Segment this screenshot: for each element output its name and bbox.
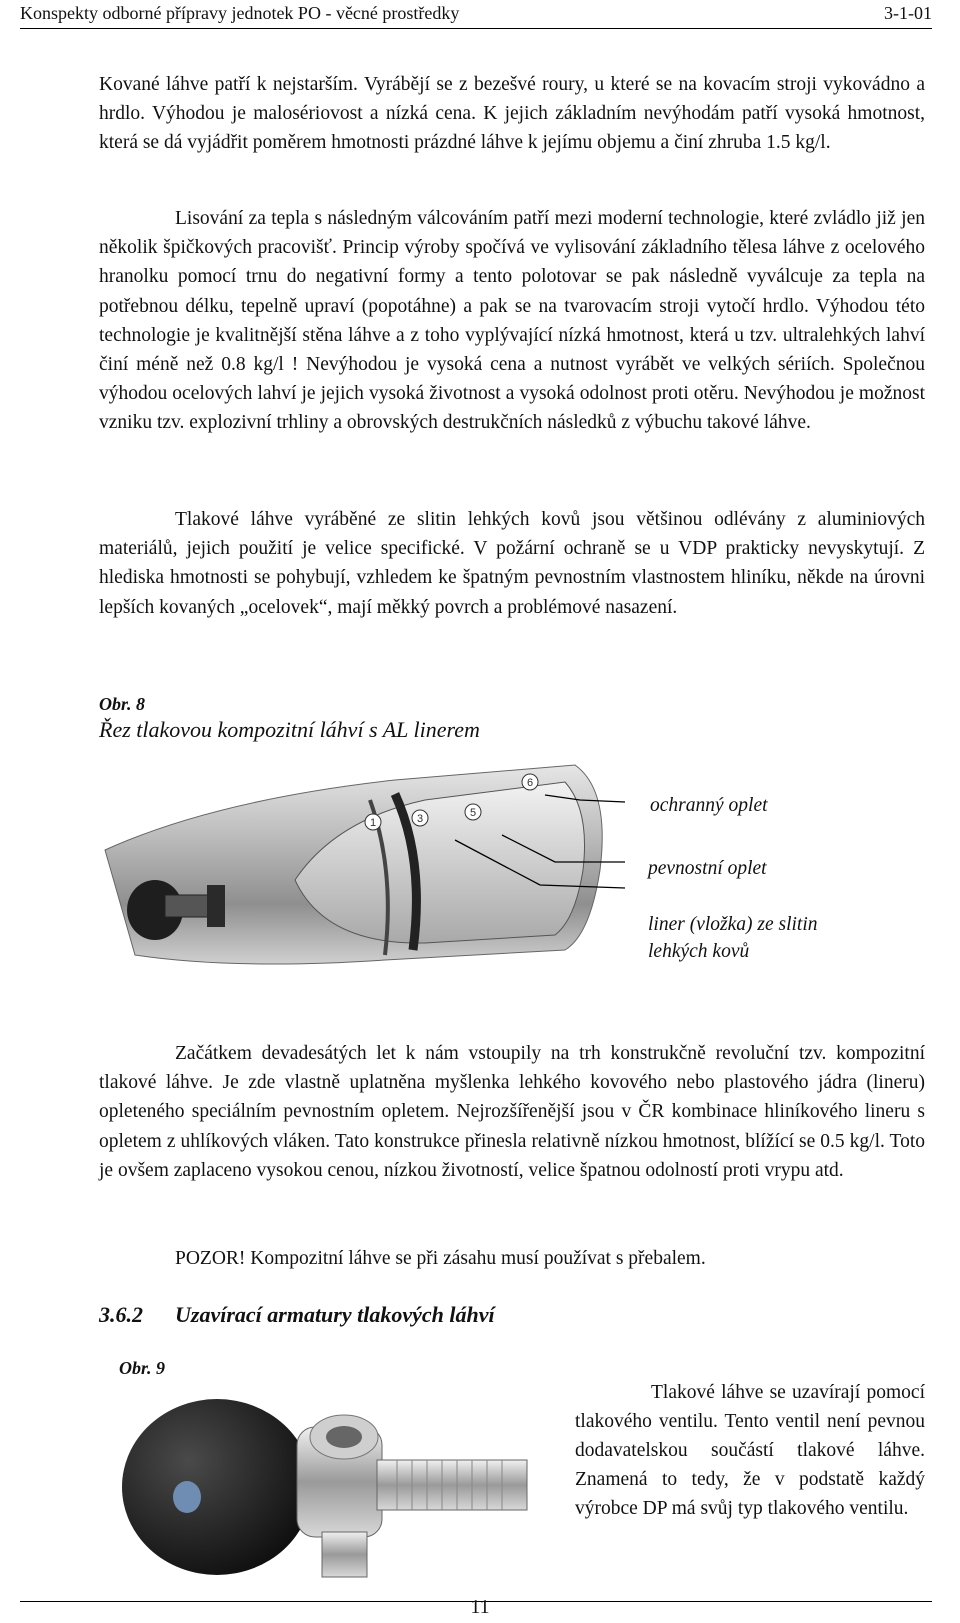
svg-text:5: 5 bbox=[469, 807, 477, 819]
header-code: 3-1-01 bbox=[884, 3, 932, 23]
valve-body bbox=[297, 1415, 382, 1537]
paragraph-kovane-lahve: Kované láhve patří k nejstarším. Vyrábějí se z bezešvé roury, u které se na kovacím stroji vykovádno a hrdlo. Výhodou je malosériovost a nízká cena. K jejich základním nevýhodám patří vysoká hmotnost, která se dá vyjádřit poměrem hmotnosti prázdné láhve k jejímu objemu a činí zhruba 1.5 kg/l. bbox=[99, 74, 925, 154]
header-title: Konspekty odborné přípravy jednotek PO - věcné prostředky bbox=[20, 3, 460, 23]
callout-leader-lines bbox=[380, 770, 630, 900]
callout-liner-line1: liner (vložka) ze slitin bbox=[648, 914, 818, 935]
callout-liner-line2: lehkých kovů bbox=[648, 941, 750, 962]
callout-ochranny-oplet: ochranný oplet bbox=[650, 795, 768, 816]
section-title: Uzavírací armatury tlakových láhví bbox=[175, 1302, 495, 1327]
svg-text:1: 1 bbox=[369, 817, 377, 829]
valve-illustration bbox=[112, 1382, 562, 1582]
paragraph-lehke-kovy: Tlakové láhve vyráběné ze slitin lehkých kovů jsou většinou odlévány z aluminiových materiálů, jejich použití je velice specifické. V požární ochraně se u VDP prakticky nevyskytují. Z hlediska hmotnosti se pohybují, vzhledem ke špatným pevnostním vlastnostem hliníku, někde na úrovni lepších kovaných „ocelovek“, mají měkký povrch a problémové nasazení. bbox=[99, 509, 925, 618]
svg-text:6: 6 bbox=[526, 777, 534, 789]
valve-thread bbox=[377, 1460, 527, 1510]
paragraph-tlakovy-ventil: Tlakové láhve se uzavírají pomocí tlakového ventilu. Tento ventil není pevnou dodavatelskou součástí tlakové láhve. Znamená to tedy, že v podstatě každý výrobce DP má svůj typ tlakového ventilu. bbox=[575, 1382, 925, 1519]
marker-1 bbox=[365, 814, 381, 830]
paragraph-kompozitni-lahve: Začátkem devadesátých let k nám vstoupily na trh konstrukčně revoluční tzv. kompozitní tlakové láhve. Je zde vlastně uplatněna myšlenka lehkého kovového nebo plastového jádra (lineru) opleteného speciálním pevnostním opletem. Nejrozšířenější jsou v ČR kombinace hliníkového lineru s opletem z uhlíkových vláken. Tato konstrukce přinesla relativně nízkou hmotnost, blížící se 0.5 kg/l. Toto je ovšem zaplaceno vysokou cenou, nízkou životností, velice špatnou odolností proti vrypu atd. bbox=[99, 1043, 925, 1181]
figure-8-title: Řez tlakovou kompozitní láhví s AL linerem bbox=[99, 717, 480, 742]
section-heading bbox=[99, 1302, 495, 1328]
valve-outlet bbox=[322, 1532, 367, 1577]
figure-8-number: Obr. 8 bbox=[99, 694, 146, 714]
page-header bbox=[20, 0, 932, 29]
page-number: 11 bbox=[470, 1596, 490, 1618]
paragraph-pozor: POZOR! Kompozitní láhve se při zásahu musí používat s přebalem. bbox=[175, 1248, 706, 1269]
valve-knob bbox=[122, 1399, 312, 1575]
paragraph-lisovani: Lisování za tepla s následným válcováním patří mezi moderní technologie, které zvládlo již jen několik špičkových pracovišť. Princip výroby spočívá ve vylisování základního tělesa láhve z ocelového hranolku pomocí trnu do negativní formy a tento polotovar se pak následně vyválcuje za tepla na potřebnou délku, tepelně upraví (popotáhne) a pak se na tvarovacím stroji vytočí hrdlo. Výhodou této technologie je kvalitnější stěna láhve a z toho vyplývající nízká hmotnost, která u tzv. ultralehkých lahví činí méně než 0.8 kg/l ! Nevýhodou je vysoká cena a nutnost vyrábět ve velkých sériích. Společnou výhodou ocelových lahví je jejich vysoká životnost a vysoká odolnost proti otěru. Nevýhodou je možnost vzniku tzv. explozivní trhliny a obrovských destrukčních následků z výbuchu takové láhve. bbox=[99, 208, 925, 434]
section-number: 3.6.2 bbox=[99, 1302, 143, 1327]
svg-text:3: 3 bbox=[416, 813, 424, 825]
callout-pevnostni-oplet: pevnostní oplet bbox=[648, 858, 767, 879]
figure-9-number: Obr. 9 bbox=[119, 1358, 166, 1378]
